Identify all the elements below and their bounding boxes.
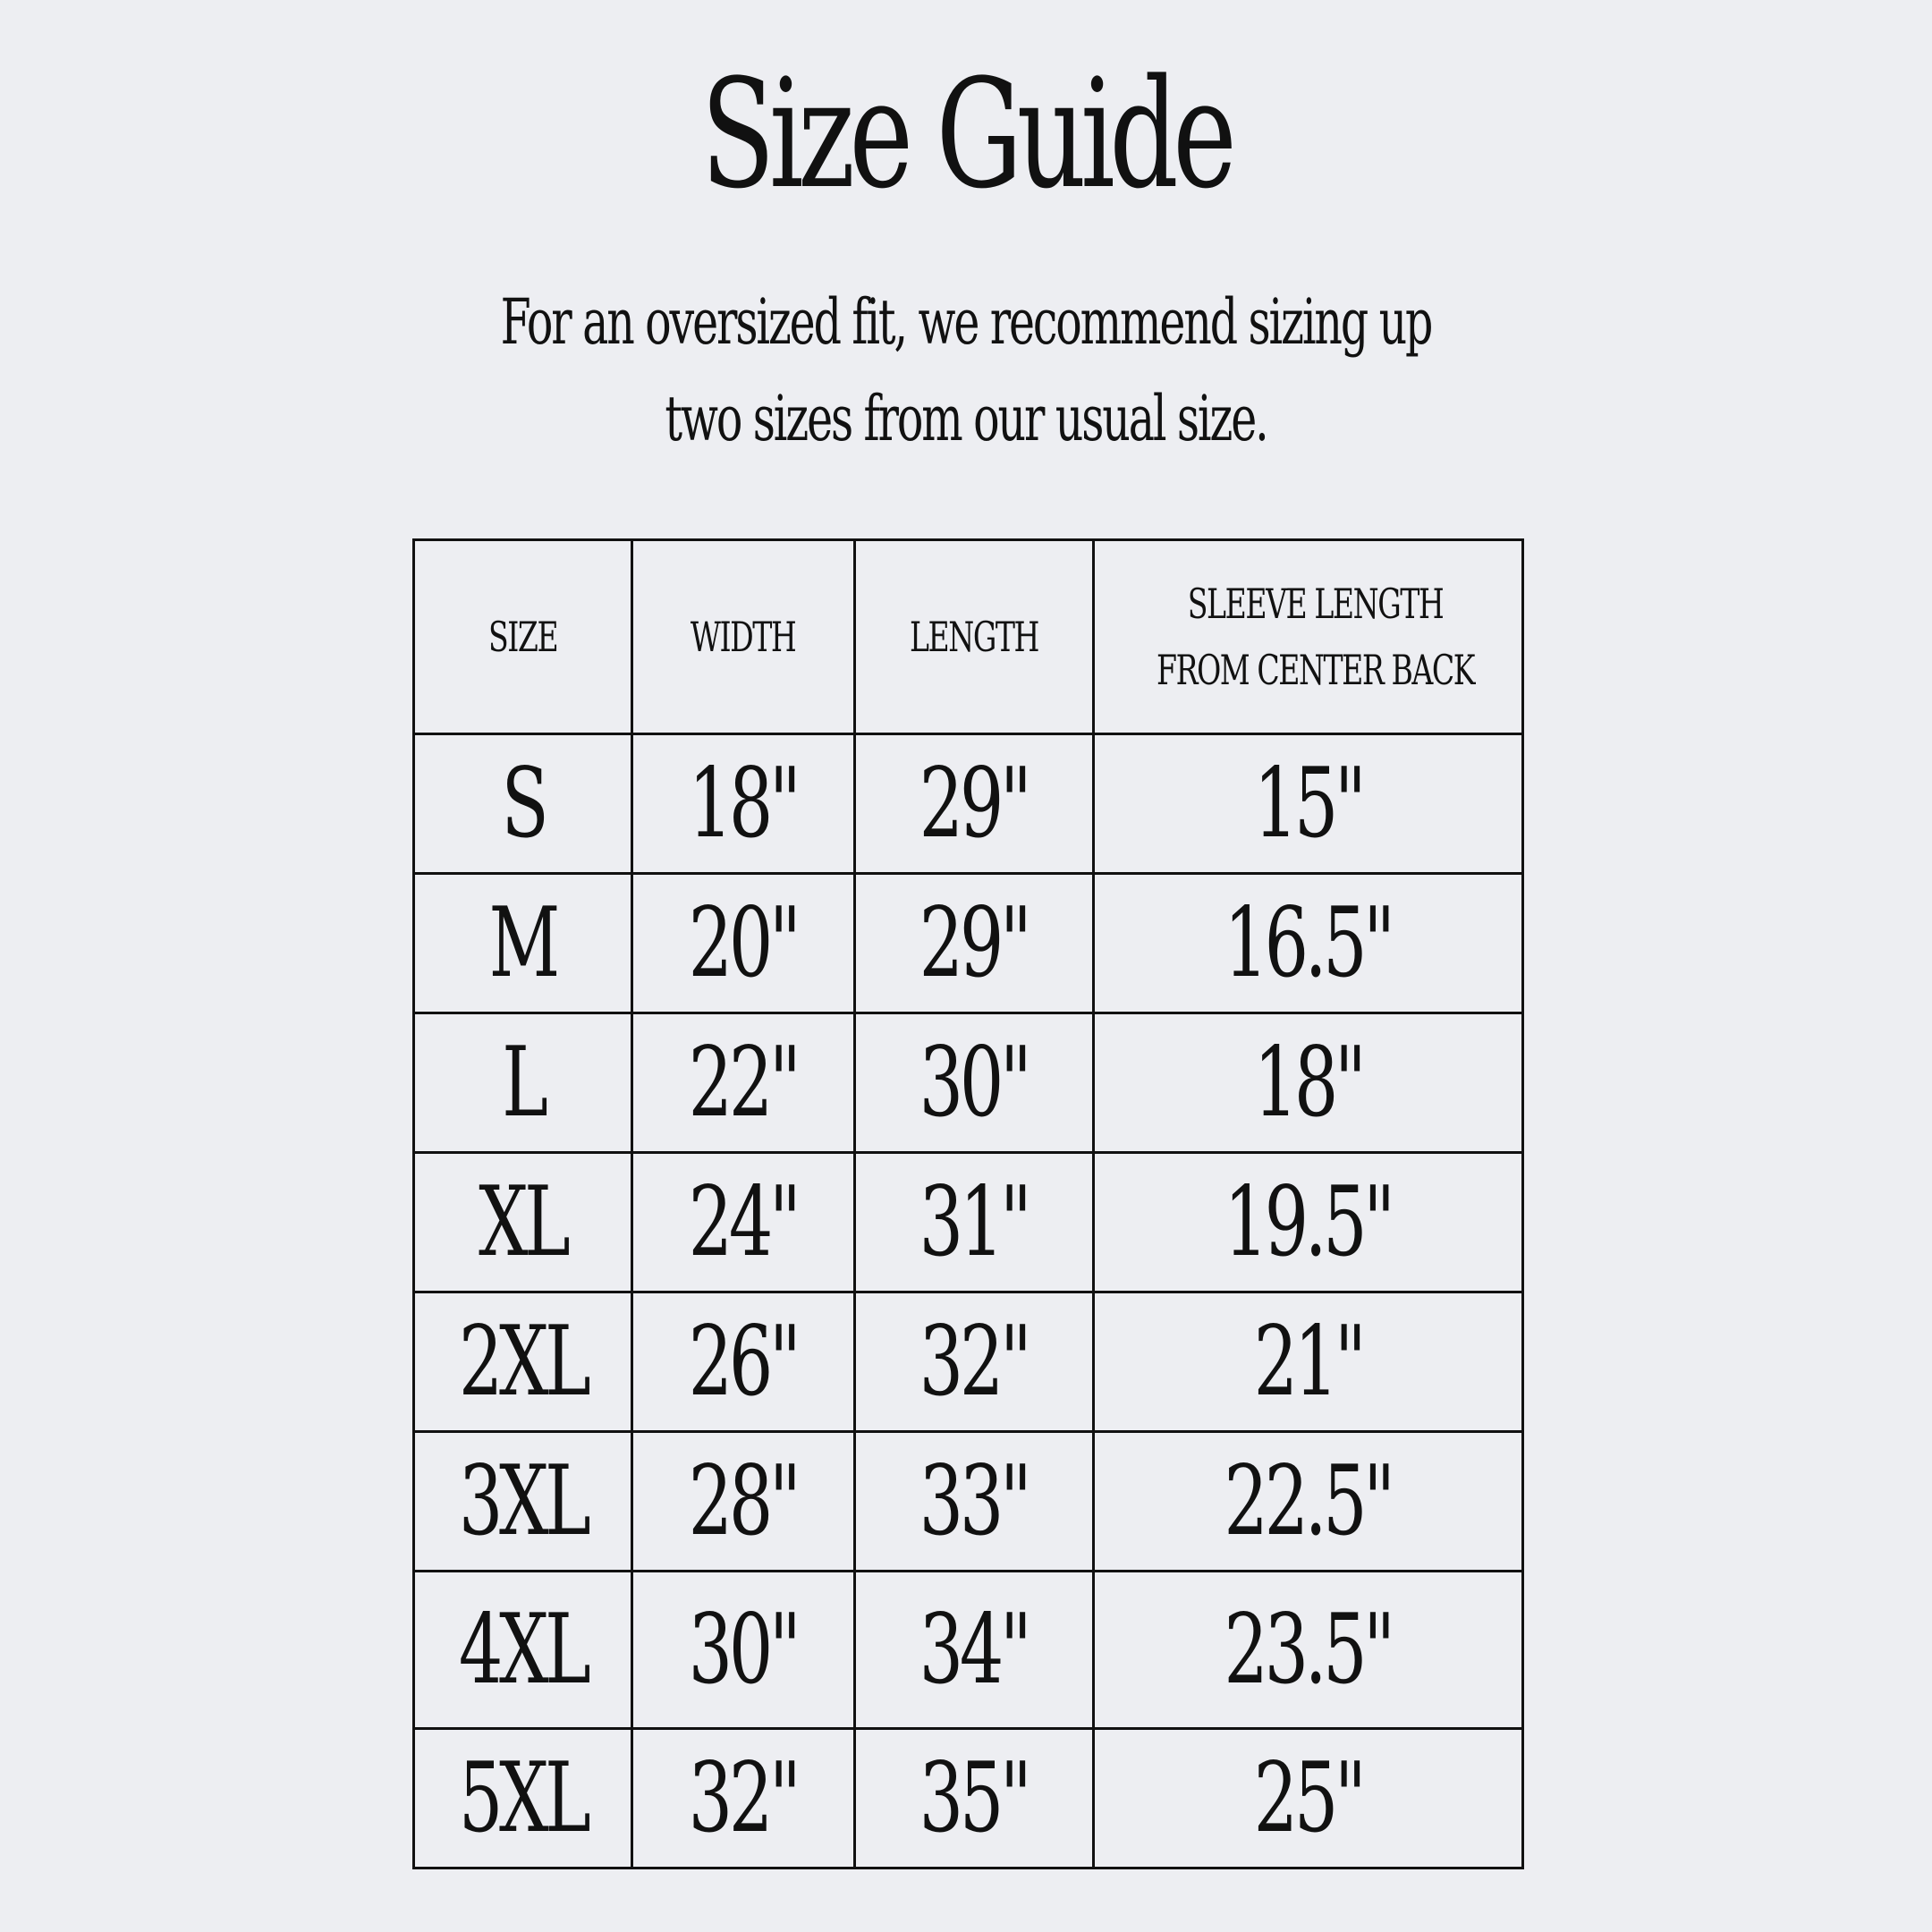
length-value: 30" — [919, 1026, 1029, 1139]
header-sleeve-line-1: SLEEVE LENGTH — [1187, 580, 1444, 628]
table-row — [414, 874, 1523, 1013]
table-row — [414, 1572, 1523, 1729]
table-row — [414, 1432, 1523, 1572]
cell-length — [855, 1432, 1094, 1572]
cell-sleeve — [1094, 1153, 1523, 1292]
table-row — [414, 734, 1523, 874]
header-width-label: WIDTH — [691, 613, 796, 661]
width-value: 24" — [689, 1165, 798, 1278]
table-header-row — [414, 540, 1523, 734]
size-value: 3XL — [458, 1445, 588, 1557]
width-value: 18" — [689, 747, 798, 860]
cell-length — [855, 734, 1094, 874]
cell-width — [632, 734, 855, 874]
subtitle-line-1: For an oversized fit, we recommend sizing up — [500, 285, 1432, 359]
length-value: 35" — [919, 1741, 1029, 1854]
width-value: 30" — [689, 1593, 798, 1706]
header-size — [414, 540, 632, 734]
length-value: 33" — [919, 1445, 1029, 1557]
cell-size — [414, 1729, 632, 1868]
cell-size — [414, 1292, 632, 1432]
cell-width — [632, 1572, 855, 1729]
table-row — [414, 1013, 1523, 1153]
cell-sleeve — [1094, 734, 1523, 874]
width-value: 22" — [689, 1026, 798, 1139]
sleeve-value: 22.5" — [1224, 1445, 1393, 1557]
header-length — [855, 540, 1094, 734]
cell-length — [855, 1013, 1094, 1153]
cell-sleeve — [1094, 1432, 1523, 1572]
cell-sleeve — [1094, 1013, 1523, 1153]
cell-length — [855, 1572, 1094, 1729]
cell-size — [414, 1013, 632, 1153]
table-row — [414, 1292, 1523, 1432]
cell-sleeve — [1094, 1729, 1523, 1868]
length-value: 31" — [919, 1165, 1029, 1278]
size-value: S — [501, 747, 545, 860]
sleeve-value: 15" — [1253, 747, 1363, 860]
size-value: 2XL — [458, 1305, 588, 1418]
width-value: 28" — [689, 1445, 798, 1557]
cell-width — [632, 1729, 855, 1868]
subtitle-line-2: two sizes from our usual size. — [665, 382, 1267, 455]
table-row — [414, 1729, 1523, 1868]
length-value: 34" — [919, 1593, 1029, 1706]
sleeve-value: 18" — [1253, 1026, 1363, 1139]
sleeve-value: 25" — [1253, 1741, 1363, 1854]
cell-sleeve — [1094, 1292, 1523, 1432]
cell-width — [632, 1013, 855, 1153]
cell-length — [855, 1729, 1094, 1868]
size-value: XL — [479, 1165, 567, 1278]
sleeve-value: 23.5" — [1224, 1593, 1393, 1706]
size-value: 4XL — [458, 1593, 588, 1706]
cell-width — [632, 1432, 855, 1572]
length-value: 29" — [919, 747, 1029, 860]
sleeve-value: 16.5" — [1224, 886, 1393, 999]
width-value: 20" — [689, 886, 798, 999]
cell-sleeve — [1094, 1572, 1523, 1729]
size-value: M — [488, 886, 557, 999]
cell-width — [632, 1153, 855, 1292]
cell-sleeve — [1094, 874, 1523, 1013]
size-chart-table — [412, 538, 1524, 1869]
table-row — [414, 1153, 1523, 1292]
width-value: 26" — [689, 1305, 798, 1418]
cell-length — [855, 1153, 1094, 1292]
cell-size — [414, 874, 632, 1013]
header-length-label: LENGTH — [910, 613, 1038, 661]
cell-width — [632, 1292, 855, 1432]
size-value: 5XL — [458, 1741, 588, 1854]
cell-size — [414, 1432, 632, 1572]
sleeve-value: 19.5" — [1224, 1165, 1393, 1278]
width-value: 32" — [689, 1741, 798, 1854]
header-width — [632, 540, 855, 734]
page-title: Size Guide — [700, 47, 1232, 222]
cell-width — [632, 874, 855, 1013]
length-value: 32" — [919, 1305, 1029, 1418]
cell-size — [414, 1572, 632, 1729]
cell-length — [855, 874, 1094, 1013]
cell-length — [855, 1292, 1094, 1432]
size-value: L — [501, 1026, 545, 1139]
header-sleeve — [1094, 540, 1523, 734]
header-size-label: SIZE — [487, 613, 558, 661]
cell-size — [414, 1153, 632, 1292]
length-value: 29" — [919, 886, 1029, 999]
header-sleeve-label — [1157, 571, 1474, 703]
header-sleeve-line-2: FROM CENTER BACK — [1157, 646, 1475, 694]
cell-size — [414, 734, 632, 874]
sleeve-value: 21" — [1253, 1305, 1363, 1418]
